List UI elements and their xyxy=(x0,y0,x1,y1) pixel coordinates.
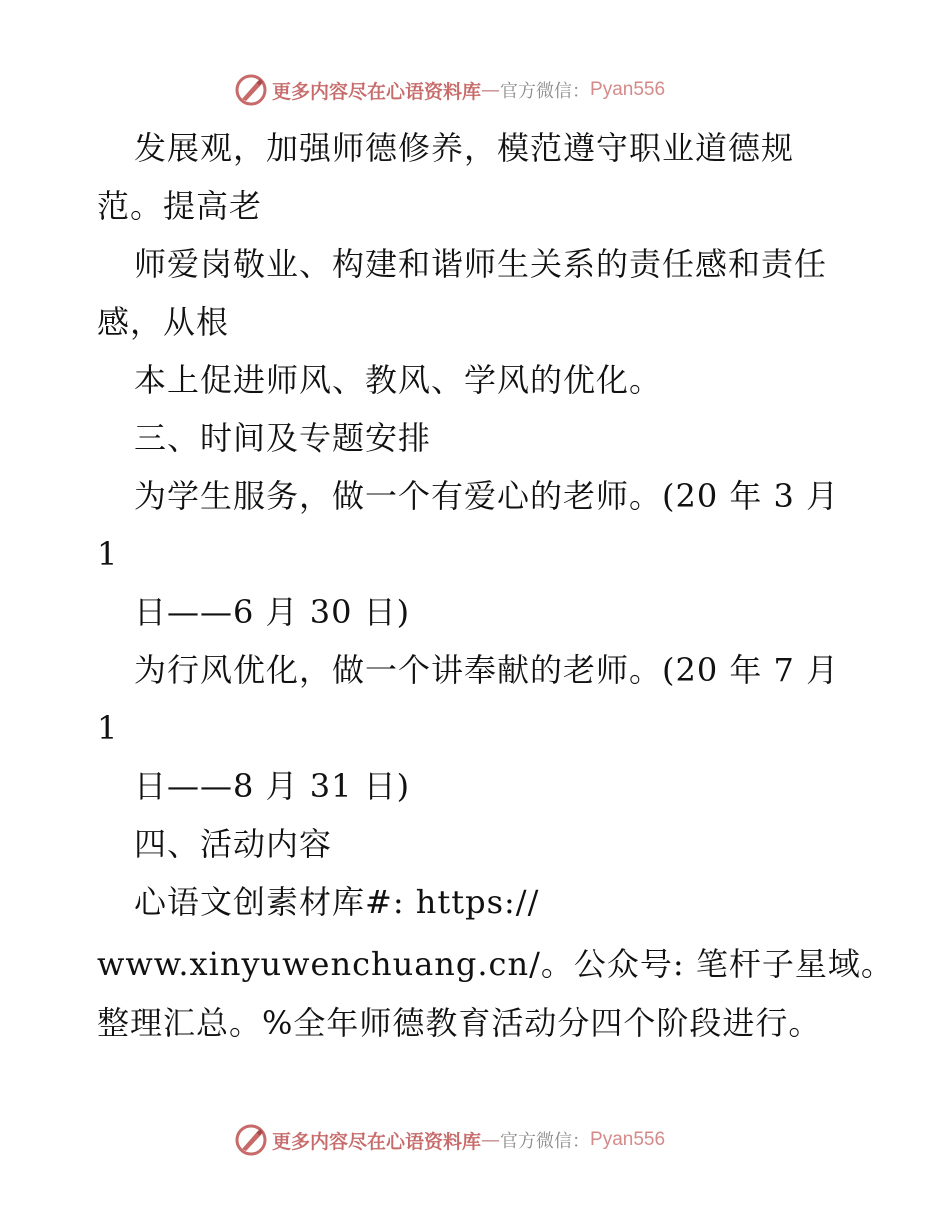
banner-wechat-id: Pyan556 xyxy=(590,1129,666,1150)
body-line-16: 整理汇总。%全年师德教育活动分四个阶段进行。 xyxy=(97,1004,822,1042)
body-line-15: www.xinyuwenchuang.cn/。公众号: 笔杆子星域。 xyxy=(97,945,894,983)
pen-logo-icon xyxy=(234,73,268,107)
banner-wechat-id: Pyan556 xyxy=(590,79,666,100)
body-line-2: 范。提高老 xyxy=(97,187,263,225)
body-line-4: 感，从根 xyxy=(97,303,230,341)
footer-watermark-banner xyxy=(234,1122,665,1158)
body-line-3: 师爱岗敬业、构建和谐师生关系的责任感和责任 xyxy=(134,245,828,283)
body-line-5: 本上促进师风、教风、学风的优化。 xyxy=(134,361,663,399)
body-line-9: 日——6 月 30 日) xyxy=(134,593,411,631)
banner-wechat-label: 官方微信： xyxy=(500,1131,591,1152)
banner-site-text: 更多内容尽在心语资料库 xyxy=(272,80,482,103)
banner-dash: — xyxy=(481,79,501,101)
section-heading-schedule: 三、时间及专题安排 xyxy=(134,419,432,457)
banner-site-text: 更多内容尽在心语资料库 xyxy=(272,1130,482,1153)
body-line-1: 发展观，加强师德修养，模范遵守职业道德规 xyxy=(134,129,795,167)
banner-wechat-label: 官方微信： xyxy=(500,81,591,102)
banner-dash: — xyxy=(481,1129,501,1151)
body-line-10: 为行风优化，做一个讲奉献的老师。(20 年 7 月 xyxy=(134,651,840,689)
section-heading-content: 四、活动内容 xyxy=(134,825,333,863)
body-line-11: 1 xyxy=(97,709,119,747)
pen-logo-icon xyxy=(234,1123,268,1157)
body-line-12: 日——8 月 31 日) xyxy=(134,767,411,805)
header-watermark-banner xyxy=(234,72,665,108)
body-line-7: 为学生服务，做一个有爱心的老师。(20 年 3 月 xyxy=(134,477,840,515)
body-line-14: 心语文创素材库#: https:// xyxy=(134,883,540,921)
body-line-8: 1 xyxy=(97,535,119,573)
